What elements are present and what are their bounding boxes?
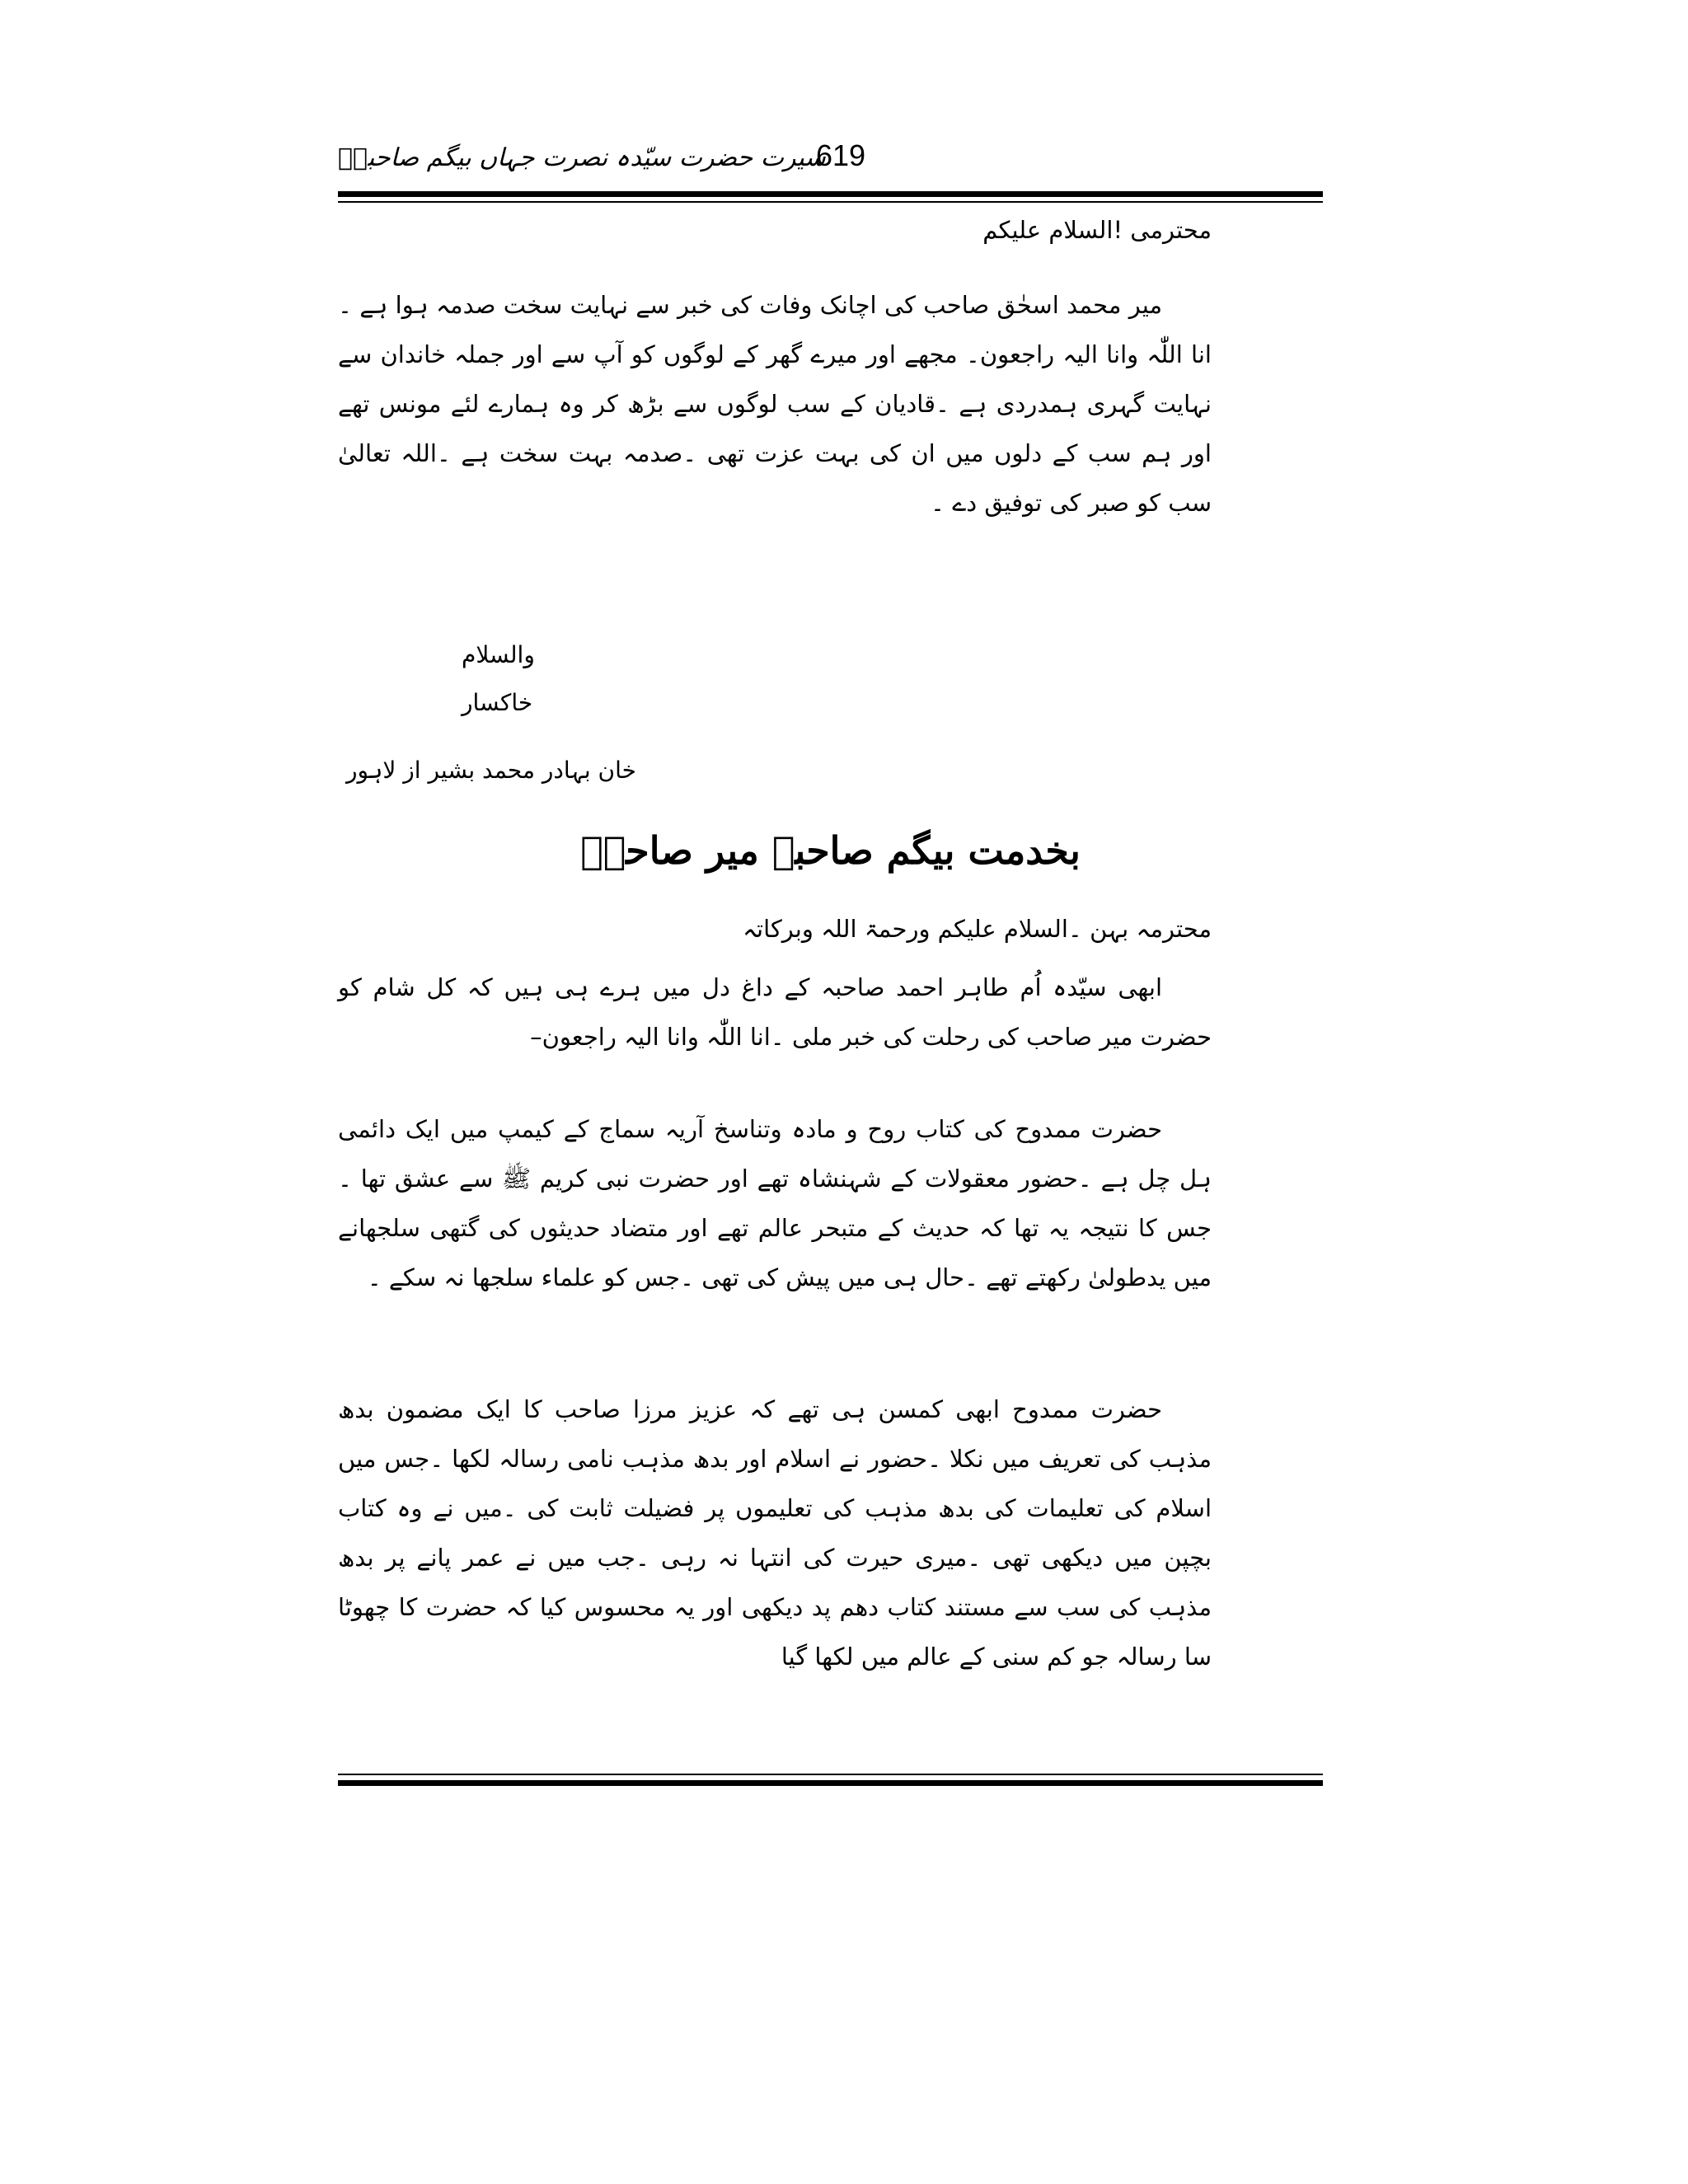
letter-paragraph: میر محمد اسحٰق صاحب کی اچانک وفات کی خبر سے نہایت سخت صدمہ ہوا ہے ۔انا اللّٰہ وانا الیہ راجعون۔ مجھے اور میرے گھر کے لوگوں کو آپ سے اور جملہ خاندان سے نہایت گہری ہمدردی ہے ۔قادیان کے سب لوگوں سے بڑھ کر وہ ہمارے لئے مونس تھے اور ہم سب کے دلوں میں ان کی بہت عزت تھی ۔صدمہ بہت سخت ہے ۔اللہ تعالیٰ سب کو صبر کی توفیق دے ۔ [338,291,1212,517]
page-number: 619 [816,138,866,172]
running-header [338,138,1323,188]
letter-closing: والسلام [462,641,535,668]
header-rule-thick [338,191,1323,197]
letter-salutation: محترمی !السلام علیکم [982,216,1212,244]
footer-rule-thin [338,1774,1323,1775]
section-paragraph-2: حضرت ممدوح کی کتاب روح و مادہ وتناسخ آریہ سماج کے کیمپ میں ایک دائمی ہل چل ہے ۔حضور معقولات کے شہنشاہ تھے اور حضرت نبی کریم ﷺ سے عشق تھا ۔جس کا نتیجہ یہ تھا کہ حدیث کے متبحر عالم تھے اور متضاد حدیثوں کی گتھی سلجھانے میں یدطولیٰ رکھتے تھے ۔حال ہی میں پیش کی تھی ۔جس کو علماء سلجھا نہ سکے ۔ [338,1115,1212,1291]
letter-signature: خان بہادر محمد بشیر از لاہور [346,757,636,784]
letter-humble: خاکسار [462,689,533,716]
running-header-title: سیرت حضرت سیّدہ نصرت جہاں بیگم صاحبہؓ [338,143,826,172]
section-paragraph-3: حضرت ممدوح ابھی کمسن ہی تھے کہ عزیز مرزا صاحب کا ایک مضمون بدھ مذہب کی تعریف میں نکلا ۔حضور نے اسلام اور بدھ مذہب نامی رسالہ لکھا ۔جس میں اسلام کی تعلیمات کی بدھ مذہب کی تعلیموں پر فضیلت ثابت کی ۔میں نے وہ کتاب بچپن میں دیکھی تھی ۔میری حیرت کی انتہا نہ رہی ۔جب میں نے عمر پانے پر بدھ مذہب کی سب سے مستند کتاب دھم پد دیکھی اور یہ محسوس کیا کہ حضرت کا چھوٹا سا رسالہ جو کم سنی کے عالم میں لکھا گیا [338,1395,1212,1671]
section-heading: بخدمت بیگم صاحبہ میر صاحبؓ [580,828,1081,873]
section-salutation: محترمہ بہن ۔السلام علیکم ورحمۃ اللہ وبرکاتہ [743,915,1212,943]
header-rule-thin [338,201,1323,203]
footer-rule-thick [338,1780,1323,1786]
section-paragraph-1: ابھی سیّدہ اُم طاہر احمد صاحبہ کے داغ دل میں ہرے ہی ہیں کہ کل شام کو حضرت میر صاحب کی رحلت کی خبر ملی ۔انا اللّٰہ وانا الیہ راجعون– [338,973,1212,1051]
